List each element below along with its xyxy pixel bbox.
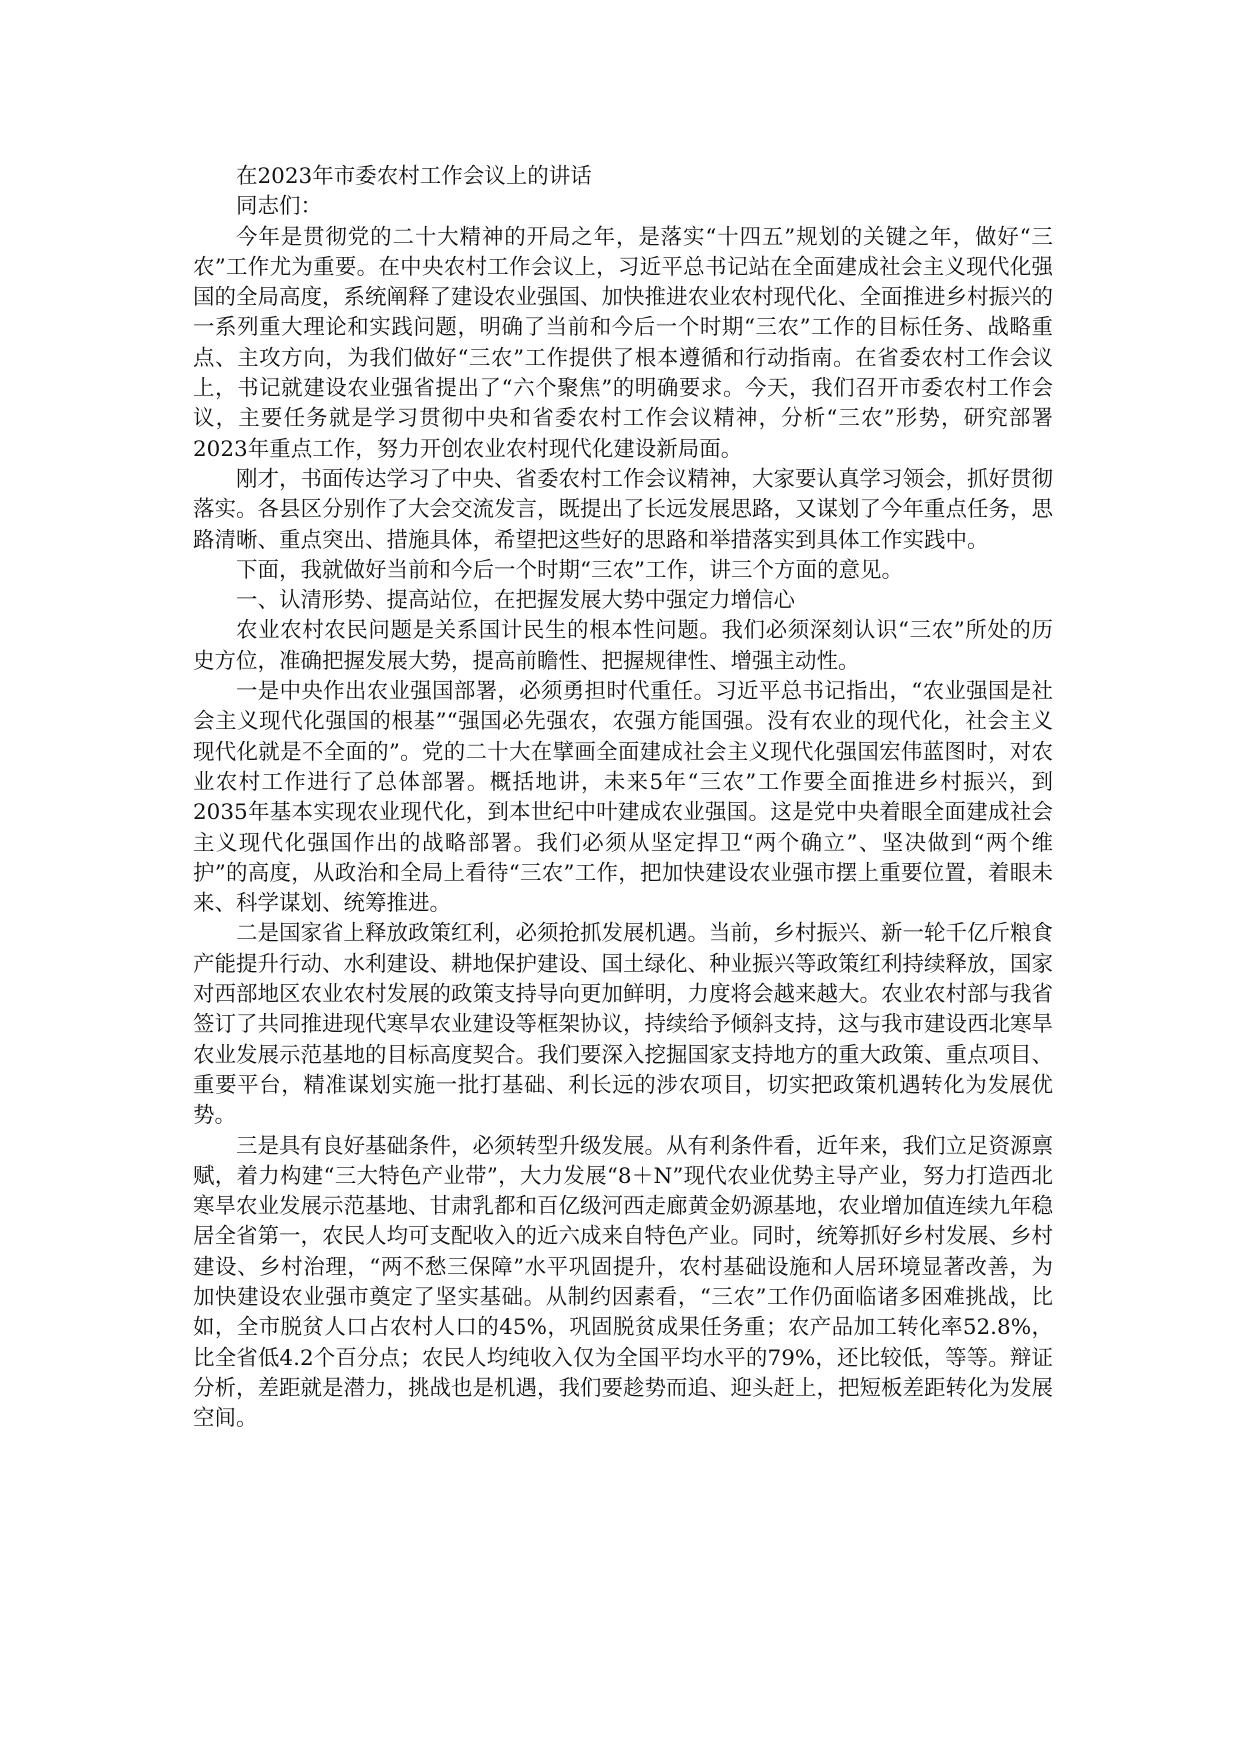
section-heading-1: 一、认清形势、提高站位，在把握发展大势中强定力增信心 bbox=[236, 588, 796, 614]
speech-greeting: 同志们： bbox=[236, 194, 323, 220]
speech-body bbox=[193, 162, 1053, 1434]
speech-title: 在2023年市委农村工作会议上的讲话 bbox=[236, 164, 592, 189]
paragraph-review: 刚才，书面传达学习了中央、省委农村工作会议精神，大家要认真学习领会，抓好贯彻落实。各县区分别作了大会交流发言，既提出了长远发展思路，又谋划了今年重点任务，思路清晰、重点突出、措施具体，希望把这些好的思路和举措落实到具体工作实践中。 bbox=[193, 466, 1054, 553]
paragraph-outline: 下面，我就做好当前和今后一个时期“三农”工作，讲三个方面的意见。 bbox=[236, 557, 903, 583]
paragraph-section-1-intro: 农业农村农民问题是关系国计民生的根本性问题。我们必须深刻认识“三农”所处的历史方位，准确把握发展大势，提高前瞻性、把握规律性、增强主动性。 bbox=[193, 618, 1053, 674]
paragraph-point-1: 一是中央作出农业强国部署，必须勇担时代重任。习近平总书记指出，“农业强国是社会主义现代化强国的根基”“强国必先强农，农强方能国强。没有农业的现代化，社会主义现代化就是不全面的”。党的二十大在擘画全面建成社会主义现代化强国宏伟蓝图时，对农业农村工作进行了总体部署。概括地讲，未来5年“三农”工作要全面推进乡村振兴，到2035年基本实现农业现代化，到本世纪中叶建成农业强国。这是党中央着眼全面建成社会主义现代化强国作出的战略部署。我们必须从坚定捍卫“两个确立”、坚决做到“两个维护”的高度，从政治和全局上看待“三农”工作，把加快建设农业强市摆上重要位置，着眼未来、科学谋划、统筹推进。 bbox=[193, 679, 1053, 917]
paragraph-intro: 今年是贯彻党的二十大精神的开局之年，是落实“十四五”规划的关键之年，做好“三农”工作尤为重要。在中央农村工作会议上，习近平总书记站在全面建成社会主义现代化强国的全局高度，系统阐释了建设农业强国、加快推进农业农村现代化、全面推进乡村振兴的一系列重大理论和实践问题，明确了当前和今后一个时期“三农”工作的目标任务、战略重点、主攻方向，为我们做好“三农”工作提供了根本遵循和行动指南。在省委农村工作会议上，书记就建设农业强省提出了“六个聚焦”的明确要求。今天，我们召开市委农村工作会议，主要任务就是学习贯彻中央和省委农村工作会议精神，分析“三农”形势，研究部署2023年重点工作，努力开创农业农村现代化建设新局面。 bbox=[193, 224, 1054, 462]
paragraph-point-2: 二是国家省上释放政策红利，必须抢抓发展机遇。当前，乡村振兴、新一轮千亿斤粮食产能提升行动、水利建设、耕地保护建设、国土绿化、种业振兴等政策红利持续释放，国家对西部地区农业农村发展的政策支持导向更加鲜明，力度将会越来越大。农业农村部与我省签订了共同推进现代寒旱农业建设等框架协议，持续给予倾斜支持，这与我市建设西北寒旱农业发展示范基地的目标高度契合。我们要深入挖掘国家支持地方的重大政策、重点项目、重要平台，精准谋划实施一批打基础、利长远的涉农项目，切实把政策机遇转化为发展优势。 bbox=[193, 921, 1054, 1129]
paragraph-point-3: 三是具有良好基础条件，必须转型升级发展。从有利条件看，近年来，我们立足资源禀赋，着力构建“三大特色产业带”，大力发展“8＋N”现代农业优势主导产业，努力打造西北寒旱农业发展示范基地、甘肃乳都和百亿级河西走廊黄金奶源基地，农业增加值连续九年稳居全省第一，农民人均可支配收入的近六成来自特色产业。同时，统筹抓好乡村发展、乡村建设、乡村治理，“两不愁三保障”水平巩固提升，农村基础设施和人居环境显著改善，为加快建设农业强市奠定了坚实基础。从制约因素看，“三农”工作仍面临诸多困难挑战，比如，全市脱贫人口占农村人口的45%，巩固脱贫成果任务重；农产品加工转化率52.8%，比全省低4.2个百分点；农民人均纯收入仅为全国平均水平的79%，还比较低，等等。辩证分析，差距就是潜力，挑战也是机遇，我们要趁势而追、迎头赶上，把短板差距转化为发展空间。 bbox=[193, 1133, 1054, 1432]
